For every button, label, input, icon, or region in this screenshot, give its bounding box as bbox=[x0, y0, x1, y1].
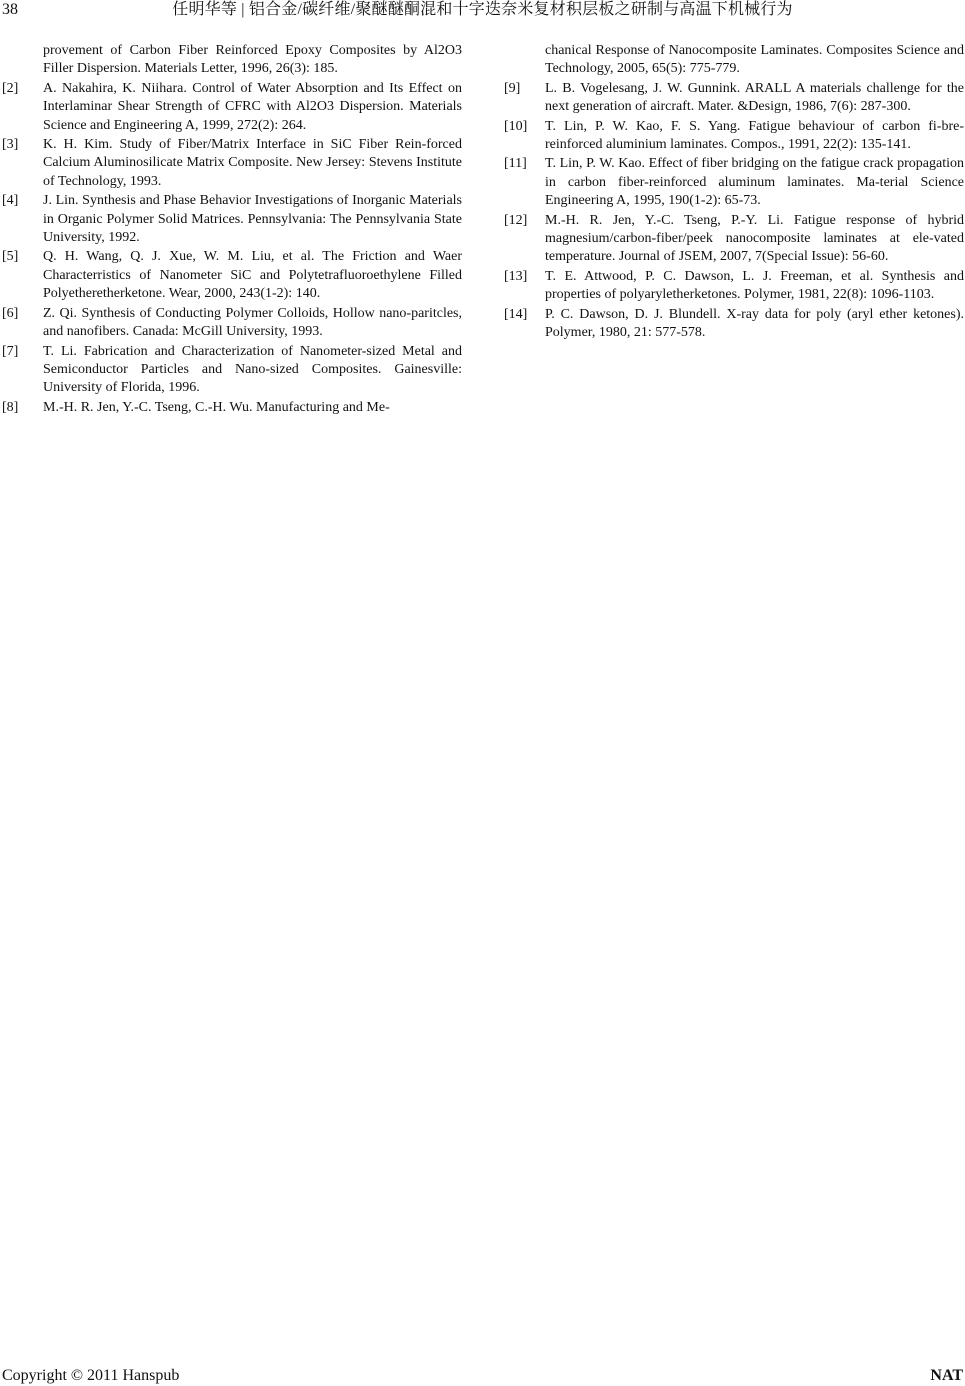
reference-text: chanical Response of Nanocomposite Laminates. Composites Science and Technology, 2005, 65(5): 775-779. bbox=[545, 43, 964, 77]
references-left-column bbox=[2, 42, 462, 418]
page-number: 38 bbox=[2, 1, 18, 18]
reference-label: [6] bbox=[2, 305, 19, 321]
reference-entry bbox=[2, 248, 462, 303]
reference-label: [10] bbox=[504, 118, 528, 134]
reference-entry bbox=[2, 136, 462, 191]
reference-label: [13] bbox=[504, 268, 528, 284]
reference-text: T. Lin, P. W. Kao, F. S. Yang. Fatigue behaviour of carbon fi-bre-reinforced aluminium laminates. Compos., 1991, 22(2): 135-141. bbox=[545, 118, 964, 153]
reference-label: [7] bbox=[2, 343, 19, 359]
reference-label: [12] bbox=[504, 212, 528, 228]
reference-text: J. Lin. Synthesis and Phase Behavior Investigations of Inorganic Materials in Organic Polymer Solid Matrices. Pennsylvania: The Pennsylvania State University, 1992. bbox=[43, 193, 462, 246]
reference-text: P. C. Dawson, D. J. Blundell. X-ray data for poly (aryl ether ketones). Polymer, 1980, 21: 577-578. bbox=[545, 306, 964, 341]
reference-entry bbox=[504, 118, 964, 155]
reference-entry bbox=[504, 155, 964, 210]
reference-label: [11] bbox=[504, 156, 527, 172]
reference-entry bbox=[2, 192, 462, 247]
reference-entry bbox=[2, 80, 462, 135]
reference-label: [4] bbox=[2, 193, 19, 209]
reference-entry bbox=[504, 42, 964, 79]
reference-text: A. Nakahira, K. Niihara. Control of Water Absorption and Its Effect on Interlaminar Shear Strength of CFRC with Al2O3 Dispersion. Materials Science and Engineering A, 1999, 272(2): 264. bbox=[43, 80, 462, 133]
reference-entry bbox=[504, 212, 964, 267]
reference-entry bbox=[2, 305, 462, 342]
reference-text: M.-H. R. Jen, Y.-C. Tseng, C.-H. Wu. Manufacturing and Me- bbox=[43, 399, 390, 415]
reference-entry bbox=[2, 42, 462, 79]
reference-entry bbox=[504, 306, 964, 343]
reference-label: [3] bbox=[2, 137, 19, 153]
reference-label: [2] bbox=[2, 80, 19, 96]
reference-entry bbox=[504, 268, 964, 305]
references-right-column bbox=[504, 42, 964, 344]
reference-entry bbox=[504, 80, 964, 117]
reference-text: Z. Qi. Synthesis of Conducting Polymer Colloids, Hollow nano-paritcles, and nanofibers. Canada: McGill University, 1993. bbox=[43, 305, 462, 340]
reference-text: T. Li. Fabrication and Characterization of Nanometer-sized Metal and Semiconductor Particles and Nano-sized Composites. Gainesville: University of Florida, 1996. bbox=[43, 343, 462, 396]
reference-text: T. E. Attwood, P. C. Dawson, L. J. Freeman, et al. Synthesis and properties of polyaryletherketones. Polymer, 1981, 22(8): 1096-1103. bbox=[545, 268, 964, 303]
reference-label: [8] bbox=[2, 399, 19, 415]
reference-label: [9] bbox=[504, 80, 521, 96]
reference-text: K. H. Kim. Study of Fiber/Matrix Interface in SiC Fiber Rein-forced Calcium Aluminosilicate Matrix Composite. New Jersey: Stevens Institute of Technology, 1993. bbox=[43, 137, 462, 189]
reference-text: provement of Carbon Fiber Reinforced Epoxy Composites by Al2O3 Filler Dispersion. Materials Letter, 1996, 26(3): 185. bbox=[43, 43, 462, 77]
reference-entry bbox=[2, 399, 462, 417]
footer-copyright: Copyright © 2011 Hanspub bbox=[2, 1367, 180, 1384]
reference-entry bbox=[2, 343, 462, 398]
reference-text: Q. H. Wang, Q. J. Xue, W. M. Liu, et al. The Friction and Waer Characterristics of Nanometer SiC and Polytetrafluoroethylene Filled Polyetheretherketone. Wear, 2000, 243(1-2): 140. bbox=[43, 249, 462, 302]
reference-label: [14] bbox=[504, 306, 528, 322]
reference-text: L. B. Vogelesang, J. W. Gunnink. ARALL A materials challenge for the next generation of aircraft. Mater. &Design, 1986, 7(6): 287-300. bbox=[545, 80, 964, 115]
running-header: 任明华等 | 铝合金/碳纤维/聚醚醚酮混和十字迭奈米复材积层板之研制与高温下机械行为 bbox=[172, 1, 793, 18]
reference-text: T. Lin, P. W. Kao. Effect of fiber bridging on the fatigue crack propagation in carbon fiber-reinforced aluminum laminates. Ma-terial Science Engineering A, 1995, 190(1-2): 65-73. bbox=[545, 156, 964, 209]
reference-text: M.-H. R. Jen, Y.-C. Tseng, P.-Y. Li. Fatigue response of hybrid magnesium/carbon-fiber/peek nanocomposite laminates at ele-vated temperature. Journal of JSEM, 2007, 7(Special Issue): 56-60. bbox=[545, 212, 964, 265]
footer-journal-abbrev: NAT bbox=[930, 1367, 963, 1384]
reference-label: [5] bbox=[2, 249, 19, 265]
